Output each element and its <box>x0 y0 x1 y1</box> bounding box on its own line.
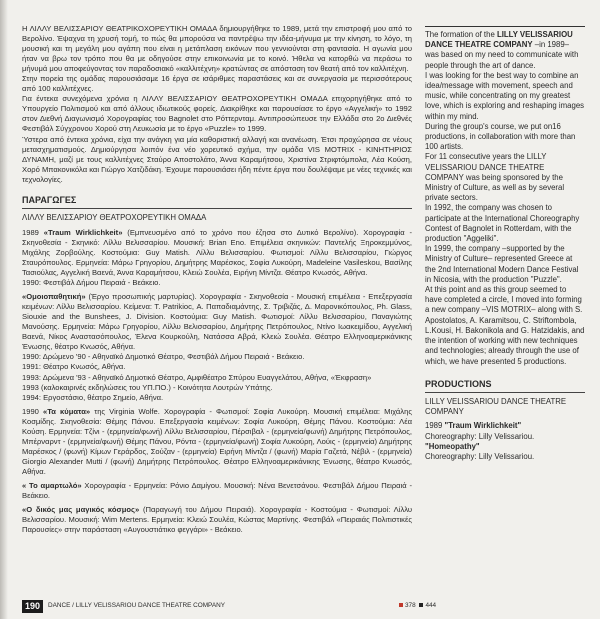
page-number: 190 <box>22 600 43 613</box>
cross-ref-2: 444 <box>425 602 437 609</box>
running-title: DANCE / LILLY VELISSARIOU DANCE THEATRE COMPANY <box>48 602 225 609</box>
production-credits: (Εμπνευσμένο από το χρόνο που έζησα στο Δυτικό Βερολίνο). Χορογραφία - Σκηνοθεσία - Σκηνικό: Λίλλυ Βελισσαρίου. Μουσική: Brian Eno. Επιμέλεια σκηνικών: Παντελής Ξηροκεμμύνος, Μιχάλης Ζορβούλης. Κοστούμια: Guy Matish. Λίλλυ Βελισσαρίου. Φωτισμοί: Λίλλυ Βελισσαρίου, Γιώργος Σταυρόπουλος. Ερμηνεία: Μάρω Γρηγορίου, Δημήτρης Μαρέσκος, Σοφία Λυκούρη, Madeleine Vasileskou, Βασίλης Τασιούλας, Αγγελική Βαενά, Άννα Καραμήτσου, Κλειώ Σουλέα, Ειρήνη Μίντζα. Θέατρο Κνωσός, Αθήνα. 1990: Φεστιβάλ Δήμου Πειραιά - Βεάκειο. <box>22 227 412 288</box>
section-rule <box>22 208 412 209</box>
side-p1-bold: LILLY VELISSARIOU DANCE THEATRE COMPANY <box>425 30 573 50</box>
production-credits: (Παραγωγή του Δήμου Πειραιά). Χορογραφία - Κοστούμια - Φωτισμοί: Λίλλυ Βελισσαρίου. Μουσική: Wim Mertens. Ερμηνεία: Κλειώ Σουλέα, Κώστας Μαρτίνης. Φεστιβάλ «Πειραιάς Πολιτιστικές Παρουσίες» στην παράσταση «Αυγουστιάτικο φεγγάρι» - Βεάκειο. <box>22 505 413 535</box>
english-intro <box>425 26 585 367</box>
production-entry-gr <box>22 407 412 477</box>
productions-heading-en: PRODUCTIONS <box>425 378 492 389</box>
production-year: 1989 <box>22 227 44 237</box>
black-square-icon <box>419 603 423 607</box>
cross-ref-1: 378 <box>405 602 416 609</box>
side-paragraph-1 <box>425 30 585 71</box>
intro-paragraph-2: Στην πορεία της ομάδας παρουσιάσαμε 16 έργα σε ισάριθμες παραστάσεις και σε συνεργασία με περισσότερους από 100 καλλιτέχνες. <box>22 74 412 94</box>
production-title: «Τα κύματα» <box>43 406 91 416</box>
production-credits: Χορογραφία - Ερμηνεία: Ρόνιο Δαμίγου. Μουσική: Νένα Βενετσάνου. Φεστιβάλ Δήμου Πειραιά - Βεάκειο. <box>22 480 412 501</box>
production-title: «Traum Wirklichkeit» <box>43 227 123 237</box>
intro-paragraph-1: Η ΛΙΛΛΥ ΒΕΛΙΣΣΑΡΙΟΥ ΘΕΑΤΡΙΚΟΧΟΡΕΥΤΙΚΗ ΟΜΑΔΑ δημιουργήθηκε το 1989, μετά την επιστροφή μου από το Βερολίνο. Έψαχνα τη χρυσή τομή, το πώς θα μπορούσα να παντρέψω την ιδέα-μήνυμα με την κίνηση, το λόγο, τη μουσική και τη μεγάλη μου αγάπη που είναι η μετάπλαση εικόνων που γεννιούνται στη φαντασία. Η αγωνία μου ήταν να βρω τον τρόπο που θα με οδηγούσε στην επικοινωνία με το κοινό. Ήθελα να κατορθώ να περάσω το μήνυμά μου αποφεύγοντας τον παραδοσιακό «καλλιτέχνη» κρατώντας σε απόσταση τον θεατή από τον καλλιτέχνη. <box>22 24 412 74</box>
production-title: «Ομοιοπαθητική» <box>22 292 86 302</box>
side-paragraph-5: In 1992, the company was chosen to participate at the International Choreography Contest of Bagnolet in Rotterdam, with the production "Aggeliki". <box>425 203 580 244</box>
production-entry-gr <box>22 292 412 403</box>
side-p1-pre: The formation of the <box>425 30 497 39</box>
production-en-1-title <box>425 421 585 431</box>
side-paragraph-4: For 11 consecutive years the LILLY VELISSARIOU DANCE THEATRE COMPANY was being sponsored by the Ministry of Culture, as well as by several private sectors. <box>425 152 565 203</box>
production-en-2-title <box>425 442 585 452</box>
production-title: « Το αμαρτωλό» <box>22 480 82 490</box>
production-entry-gr <box>22 228 412 288</box>
cross-reference <box>397 602 436 609</box>
production-title: «Ο δικός μας μαγικός κόσμος» <box>22 505 140 515</box>
company-name-en: LILLY VELISSARIOU DANCE THEATRE COMPANY <box>425 396 567 417</box>
red-square-icon <box>399 603 403 607</box>
english-column <box>425 26 585 462</box>
side-paragraph-7: At this point and as this group seemed to have completed a circle, I moved into forming a new company –VIS MOTRIX– along with S. Apostolatos, A. Karamitsou, C. Striftombola, L.Kousi, H. Bakonikola and G. Hatzidakis, and the intention of working with new techniques and technologies; already through the use of which, we have presented 5 productions. <box>425 285 585 366</box>
production-credits: (Έργο προσωπικής μαρτυρίας). Χορογραφία - Σκηνοθεσία - Μουσική επιμέλεια - Επεξεργασία κειμένων: Λίλλυ Βελισσαρίου. Κείμενα: T. Patrikioc, Α. Παπαδιαμάντης, Σ. Τριβιζάς, Δ. Μαρονικόπουλος, Ph. Glass, Siouxie and the Bunshees, J. Division. Κοστούμια: Guy Matish. Φωτισμοί: Λίλλυ Βελισσαρίου, Παναγιώτης Μανούσης. Ερμηνεία: Μάρω Γρηγορίου, Λίλλυ Βελισσαρίου, Δημήτρης Πετρόπουλος, Ντίνο Ιωακειμίδου, Αγγελική Βαενά, Νίκος Αναστασόπουλος, Έλενα Κουρκούλη, Νατάσσα Αβρά, Κλειώ Σουλέα. Θέατρο Ελληνοαμερικάνικης Ένωσης, θέατρο Κνωσός, Αθήνα. 1990: Δρώμενο '90 - Αθηναϊκό Δημοτικό Θέατρο, Φεστιβάλ Δήμου Πειραιά - Βεάκειο. 1991: Θέατρο Κνωσός, Αθήνα. 1993: Δρώμενα '93 - Αθηναϊκό Δημοτικό Θέατρο, Αμφιθέατρο Σπύρου Ευαγγελάτου, Αθήνα, «Έκφραση» 1993 (καλοκαιρινές εκδηλώσεις του ΥΠ.ΠΟ.) - Κοινότητα Λουτρών Υπάτης. 1994: Εργοστάσιο, θέατρο Σημείο, Αθήνα. <box>22 292 412 402</box>
side-paragraph-3: During the group's course, we put on16 productions, in collaboration with more than 100 artists. <box>425 121 576 152</box>
side-p1-post: –in 1989– was based on my need to communicate with people through the art of dance. <box>425 40 579 70</box>
production-credits: της Virginia Wolfe. Χορογραφία - Φωτισμοί: Σοφία Λυκούρη. Μουσική επιμέλεια: Μιχάλης Κοσμίδης. Σκηνοθεσία: Θέμης Πάνου. Επεξεργασία κειμένων: Σοφία Λυκούρη, Θέμης Πάνου. Κοστούμια: Λέα Κούση. Ερμηνεία: Τζίνι - (ερμηνεία/φωνή) Λίλλυ Βελισσαρίου, Πέρσιβαλ - (ερμηνεία/φωνή) Δημήτρης Πετρόπουλος, Μπέρναρντ - (ερμηνεία/φωνή) Θέμης Πάνου, Ρόντα - (ερμηνεία/φωνή) Σοφία Λυκούρη, Λούις - (ερμηνεία) Δημήτρης Μαρέσκος / (φωνή) Κίμων Γεράρδος, Σούζαν - (ερμηνεία) Ειρήνη Μίντζα / (φωνή) Μαρία Γαζετά, Νέβιλ - (ερμηνεία) Giorgio Alexander Mutti / (φωνή) Δημήτρης Πετρόπουλος. Θέατρο Ελληνοαμερικάνικης Ένωσης, θέατρο Κνωσός, Αθήνα. <box>22 406 412 476</box>
productions-heading-gr: ΠΑΡΑΓΩΓΕΣ <box>22 194 77 205</box>
production-entry-gr <box>22 505 412 535</box>
greek-column <box>22 24 412 539</box>
intro-paragraph-4: Ύστερα από έντεκα χρόνια, είχα την ανάγκη για μία καθοριστική αλλαγή και ανανέωση. Έτσι προχώρησα σε νέους μετασχηματισμούς. Δημιούργησα λοιπόν ένα νέο χορευτικό σχήμα, την ομάδα VIS MOTRIX - ΚΙΝΗΤΗΡΙΟΣ ΔΥΝΑΜΗ, μαζί με τους καλλιτέχνες Σταύρο Αποστολάτο, Άννα Καραμήτσου, Χριστίνα Στριφτόμπολα, Λέα Κούση, Χορό Μπακονικόλα και Γιώργο Χατζιδάκη. Έχουμε παρουσιάσει ήδη πέντε έργα που δουλέψαμε με νέες τεχνικές και τεχνολογίες. <box>22 134 412 184</box>
intro-paragraph-3: Για έντεκα συνεχόμενα χρόνια η ΛΙΛΛΥ ΒΕΛΙΣΣΑΡΙΟΥ ΘΕΑΤΡΟΧΟΡΕΥΤΙΚΗ ΟΜΑΔΑ επιχορηγήθηκε από το Υπουργείο Πολιτισμού και από άλλους ιδιωτικούς φορείς. Διακρίθηκε και παρουσίασε το έργο «Αγγελική» το 1992 στον Διεθνή Διαγωνισμό Χορογραφίας του Bagnolet στο Ρόττερνταμ. Αντιπροσώπευσε την Ελλάδα στο 2ο Διεθνές Φεστιβάλ Σύγχρονου Χορού στη Λευκωσία με το έργο «Puzzle» το 1999. <box>22 94 412 134</box>
production-en-1-name: "Traum Wirklichkeit" <box>444 421 522 431</box>
production-en-1-year: 1989 <box>425 421 445 431</box>
production-list-gr <box>22 228 412 535</box>
production-year: 1990 <box>22 406 43 416</box>
side-paragraph-6: In 1999, the company –supported by the Ministry of Culture– represented Greece at the 2nd International Modern Dance Festival in Nicosia, with the production "Puzzle". <box>425 244 579 284</box>
production-en-2-name: "Homeopathy" <box>425 441 480 451</box>
production-entry-gr <box>22 481 412 501</box>
production-en-1-credit: Choreography: Lilly Velissariou. <box>425 431 535 441</box>
page-footer <box>22 600 582 612</box>
company-name-gr: ΛΙΛΛΥ ΒΕΛΙΣΣΑΡΙΟΥ ΘΕΑΤΡΟΧΟΡΕΥΤΙΚΗ ΟΜΑΔΑ <box>22 212 207 222</box>
page-gutter-shadow <box>0 0 8 619</box>
section-rule-en <box>425 392 585 393</box>
production-en-2-credit: Choreography: Lilly Velissariou. <box>425 451 535 461</box>
side-paragraph-2: I was looking for the best way to combine an idea/message with movement, speech and music, while concentrating on my greatest love, which is exploring and reshaping images within my mind. <box>425 70 585 121</box>
